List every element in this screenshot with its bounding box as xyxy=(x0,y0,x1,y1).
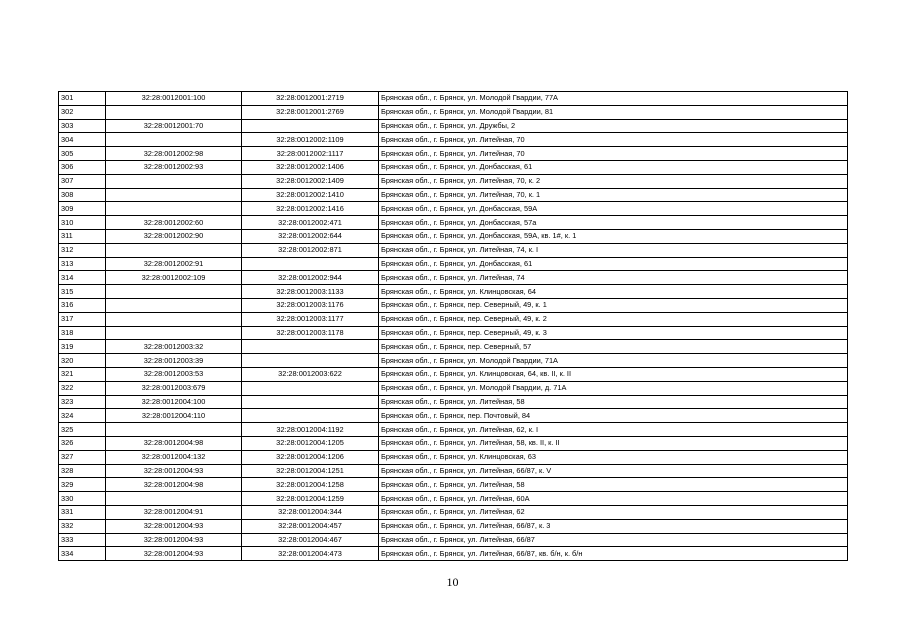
related-cadastral-number-cell xyxy=(242,381,379,395)
related-cadastral-number-cell: 32:28:0012004:344 xyxy=(242,505,379,519)
address-cell: Брянская обл., г. Брянск, ул. Литейная, 70 xyxy=(379,133,848,147)
related-cadastral-number-cell: 32:28:0012003:1176 xyxy=(242,298,379,312)
row-number-cell: 331 xyxy=(59,505,106,519)
table-row xyxy=(59,436,848,450)
table-row xyxy=(59,133,848,147)
related-cadastral-number-cell xyxy=(242,340,379,354)
table-row xyxy=(59,381,848,395)
address-cell: Брянская обл., г. Брянск, пер. Северный, 49, к. 1 xyxy=(379,298,848,312)
address-cell: Брянская обл., г. Брянск, ул. Литейная, 74 xyxy=(379,271,848,285)
cadastral-number-cell: 32:28:0012004:98 xyxy=(106,478,242,492)
cadastral-number-cell: 32:28:0012003:39 xyxy=(106,354,242,368)
table-row xyxy=(59,547,848,561)
cadastral-number-cell: 32:28:0012004:100 xyxy=(106,395,242,409)
address-cell: Брянская обл., г. Брянск, ул. Дружбы, 2 xyxy=(379,119,848,133)
related-cadastral-number-cell: 32:28:0012003:622 xyxy=(242,367,379,381)
row-number-cell: 330 xyxy=(59,492,106,506)
cadastral-number-cell: 32:28:0012004:93 xyxy=(106,547,242,561)
cadastral-number-cell: 32:28:0012004:98 xyxy=(106,436,242,450)
cadastral-number-cell: 32:28:0012004:93 xyxy=(106,464,242,478)
address-cell: Брянская обл., г. Брянск, ул. Донбасская, 59А, кв. 1#, к. 1 xyxy=(379,229,848,243)
table-row xyxy=(59,160,848,174)
address-cell: Брянская обл., г. Брянск, ул. Молодой Гвардии, 71А xyxy=(379,354,848,368)
related-cadastral-number-cell: 32:28:0012002:871 xyxy=(242,243,379,257)
table-row xyxy=(59,257,848,271)
row-number-cell: 309 xyxy=(59,202,106,216)
cadastral-number-cell: 32:28:0012003:53 xyxy=(106,367,242,381)
row-number-cell: 313 xyxy=(59,257,106,271)
row-number-cell: 316 xyxy=(59,298,106,312)
row-number-cell: 328 xyxy=(59,464,106,478)
cadastral-number-cell: 32:28:0012002:98 xyxy=(106,147,242,161)
table-row xyxy=(59,326,848,340)
row-number-cell: 326 xyxy=(59,436,106,450)
related-cadastral-number-cell: 32:28:0012004:457 xyxy=(242,519,379,533)
row-number-cell: 314 xyxy=(59,271,106,285)
related-cadastral-number-cell: 32:28:0012002:944 xyxy=(242,271,379,285)
cadastral-number-cell: 32:28:0012002:109 xyxy=(106,271,242,285)
address-cell: Брянская обл., г. Брянск, ул. Молодой Гвардии, 77А xyxy=(379,92,848,106)
address-cell: Брянская обл., г. Брянск, пер. Северный, 49, к. 3 xyxy=(379,326,848,340)
address-cell: Брянская обл., г. Брянск, ул. Литейная, 62 xyxy=(379,505,848,519)
table-row xyxy=(59,92,848,106)
table-row xyxy=(59,450,848,464)
cadastral-number-cell xyxy=(106,174,242,188)
cadastral-number-cell: 32:28:0012004:91 xyxy=(106,505,242,519)
table-row xyxy=(59,505,848,519)
related-cadastral-number-cell: 32:28:0012004:1205 xyxy=(242,436,379,450)
table-row xyxy=(59,147,848,161)
cadastral-number-cell: 32:28:0012002:60 xyxy=(106,216,242,230)
table-row xyxy=(59,202,848,216)
row-number-cell: 318 xyxy=(59,326,106,340)
address-cell: Брянская обл., г. Брянск, ул. Литейная, 70 xyxy=(379,147,848,161)
related-cadastral-number-cell: 32:28:0012002:1409 xyxy=(242,174,379,188)
related-cadastral-number-cell: 32:28:0012003:1177 xyxy=(242,312,379,326)
related-cadastral-number-cell: 32:28:0012003:1178 xyxy=(242,326,379,340)
row-number-cell: 310 xyxy=(59,216,106,230)
row-number-cell: 305 xyxy=(59,147,106,161)
table-row xyxy=(59,216,848,230)
table-row xyxy=(59,478,848,492)
address-cell: Брянская обл., г. Брянск, ул. Донбасская, 59А xyxy=(379,202,848,216)
table-row xyxy=(59,312,848,326)
related-cadastral-number-cell: 32:28:0012002:1117 xyxy=(242,147,379,161)
row-number-cell: 332 xyxy=(59,519,106,533)
address-cell: Брянская обл., г. Брянск, ул. Литейная, 66/87 xyxy=(379,533,848,547)
table-row xyxy=(59,285,848,299)
cadastral-number-cell xyxy=(106,243,242,257)
row-number-cell: 320 xyxy=(59,354,106,368)
address-cell: Брянская обл., г. Брянск, ул. Клинцовская, 64, кв. II, к. II xyxy=(379,367,848,381)
row-number-cell: 302 xyxy=(59,105,106,119)
row-number-cell: 334 xyxy=(59,547,106,561)
related-cadastral-number-cell xyxy=(242,395,379,409)
address-cell: Брянская обл., г. Брянск, ул. Клинцовская, 63 xyxy=(379,450,848,464)
cadastral-number-cell xyxy=(106,133,242,147)
row-number-cell: 329 xyxy=(59,478,106,492)
cadastral-number-cell: 32:28:0012004:132 xyxy=(106,450,242,464)
row-number-cell: 333 xyxy=(59,533,106,547)
table-row xyxy=(59,409,848,423)
table-row xyxy=(59,243,848,257)
cadastral-number-cell xyxy=(106,312,242,326)
related-cadastral-number-cell: 32:28:0012002:1416 xyxy=(242,202,379,216)
row-number-cell: 319 xyxy=(59,340,106,354)
row-number-cell: 311 xyxy=(59,229,106,243)
related-cadastral-number-cell: 32:28:0012002:471 xyxy=(242,216,379,230)
cadastral-number-cell: 32:28:0012003:679 xyxy=(106,381,242,395)
related-cadastral-number-cell: 32:28:0012004:473 xyxy=(242,547,379,561)
address-cell: Брянская обл., г. Брянск, ул. Донбасская, 61 xyxy=(379,160,848,174)
registry-table xyxy=(58,91,848,561)
table-row xyxy=(59,298,848,312)
address-cell: Брянская обл., г. Брянск, ул. Литейная, 70, к. 2 xyxy=(379,174,848,188)
row-number-cell: 304 xyxy=(59,133,106,147)
cadastral-number-cell xyxy=(106,202,242,216)
row-number-cell: 312 xyxy=(59,243,106,257)
related-cadastral-number-cell: 32:28:0012002:1406 xyxy=(242,160,379,174)
table-row xyxy=(59,492,848,506)
cadastral-number-cell xyxy=(106,492,242,506)
cadastral-number-cell: 32:28:0012004:93 xyxy=(106,533,242,547)
address-cell: Брянская обл., г. Брянск, ул. Литейная, 70, к. 1 xyxy=(379,188,848,202)
table-row xyxy=(59,174,848,188)
cadastral-number-cell: 32:28:0012002:93 xyxy=(106,160,242,174)
row-number-cell: 306 xyxy=(59,160,106,174)
address-cell: Брянская обл., г. Брянск, ул. Литейная, 74, к. I xyxy=(379,243,848,257)
cadastral-number-cell: 32:28:0012003:32 xyxy=(106,340,242,354)
address-cell: Брянская обл., г. Брянск, ул. Донбасская, 57а xyxy=(379,216,848,230)
table-row xyxy=(59,519,848,533)
cadastral-number-cell: 32:28:0012001:100 xyxy=(106,92,242,106)
cadastral-number-cell xyxy=(106,423,242,437)
row-number-cell: 324 xyxy=(59,409,106,423)
table-row xyxy=(59,354,848,368)
address-cell: Брянская обл., г. Брянск, ул. Литейная, 58 xyxy=(379,478,848,492)
table-row xyxy=(59,533,848,547)
cadastral-number-cell xyxy=(106,285,242,299)
row-number-cell: 321 xyxy=(59,367,106,381)
table-row xyxy=(59,188,848,202)
row-number-cell: 322 xyxy=(59,381,106,395)
address-cell: Брянская обл., г. Брянск, ул. Клинцовская, 64 xyxy=(379,285,848,299)
related-cadastral-number-cell xyxy=(242,257,379,271)
table-row xyxy=(59,119,848,133)
address-cell: Брянская обл., г. Брянск, ул. Литейная, 58, кв. II, к. II xyxy=(379,436,848,450)
table-row xyxy=(59,367,848,381)
table-row xyxy=(59,229,848,243)
address-cell: Брянская обл., г. Брянск, ул. Молодой Гвардии, 81 xyxy=(379,105,848,119)
related-cadastral-number-cell: 32:28:0012001:2769 xyxy=(242,105,379,119)
row-number-cell: 303 xyxy=(59,119,106,133)
row-number-cell: 308 xyxy=(59,188,106,202)
address-cell: Брянская обл., г. Брянск, пер. Почтовый, 84 xyxy=(379,409,848,423)
row-number-cell: 301 xyxy=(59,92,106,106)
table-row xyxy=(59,105,848,119)
table-row xyxy=(59,395,848,409)
row-number-cell: 327 xyxy=(59,450,106,464)
address-cell: Брянская обл., г. Брянск, ул. Молодой Гвардии, д. 71А xyxy=(379,381,848,395)
cadastral-number-cell: 32:28:0012001:70 xyxy=(106,119,242,133)
row-number-cell: 315 xyxy=(59,285,106,299)
cadastral-number-cell xyxy=(106,298,242,312)
related-cadastral-number-cell: 32:28:0012004:467 xyxy=(242,533,379,547)
cadastral-number-cell: 32:28:0012004:110 xyxy=(106,409,242,423)
related-cadastral-number-cell xyxy=(242,119,379,133)
address-cell: Брянская обл., г. Брянск, ул. Донбасская, 61 xyxy=(379,257,848,271)
related-cadastral-number-cell xyxy=(242,409,379,423)
cadastral-number-cell: 32:28:0012004:93 xyxy=(106,519,242,533)
related-cadastral-number-cell: 32:28:0012004:1258 xyxy=(242,478,379,492)
related-cadastral-number-cell: 32:28:0012004:1251 xyxy=(242,464,379,478)
address-cell: Брянская обл., г. Брянск, ул. Литейная, 58 xyxy=(379,395,848,409)
row-number-cell: 323 xyxy=(59,395,106,409)
related-cadastral-number-cell: 32:28:0012002:644 xyxy=(242,229,379,243)
address-cell: Брянская обл., г. Брянск, пер. Северный, 57 xyxy=(379,340,848,354)
related-cadastral-number-cell xyxy=(242,354,379,368)
cadastral-number-cell xyxy=(106,105,242,119)
table-row xyxy=(59,464,848,478)
table-row xyxy=(59,271,848,285)
row-number-cell: 325 xyxy=(59,423,106,437)
related-cadastral-number-cell: 32:28:0012001:2719 xyxy=(242,92,379,106)
address-cell: Брянская обл., г. Брянск, ул. Литейная, 66/87, к. 3 xyxy=(379,519,848,533)
page-number: 10 xyxy=(446,575,459,589)
related-cadastral-number-cell: 32:28:0012002:1410 xyxy=(242,188,379,202)
cadastral-number-cell xyxy=(106,326,242,340)
related-cadastral-number-cell: 32:28:0012002:1109 xyxy=(242,133,379,147)
table-row xyxy=(59,423,848,437)
row-number-cell: 317 xyxy=(59,312,106,326)
table-row xyxy=(59,340,848,354)
related-cadastral-number-cell: 32:28:0012004:1206 xyxy=(242,450,379,464)
address-cell: Брянская обл., г. Брянск, ул. Литейная, 62, к. I xyxy=(379,423,848,437)
address-cell: Брянская обл., г. Брянск, пер. Северный, 49, к. 2 xyxy=(379,312,848,326)
related-cadastral-number-cell: 32:28:0012004:1192 xyxy=(242,423,379,437)
registry-table-body xyxy=(59,92,848,561)
address-cell: Брянская обл., г. Брянск, ул. Литейная, 60А xyxy=(379,492,848,506)
cadastral-number-cell: 32:28:0012002:91 xyxy=(106,257,242,271)
related-cadastral-number-cell: 32:28:0012003:1133 xyxy=(242,285,379,299)
address-cell: Брянская обл., г. Брянск, ул. Литейная, 66/87, к. V xyxy=(379,464,848,478)
cadastral-number-cell: 32:28:0012002:90 xyxy=(106,229,242,243)
row-number-cell: 307 xyxy=(59,174,106,188)
address-cell: Брянская обл., г. Брянск, ул. Литейная, 66/87, кв. б/н, к. б/н xyxy=(379,547,848,561)
related-cadastral-number-cell: 32:28:0012004:1259 xyxy=(242,492,379,506)
cadastral-number-cell xyxy=(106,188,242,202)
